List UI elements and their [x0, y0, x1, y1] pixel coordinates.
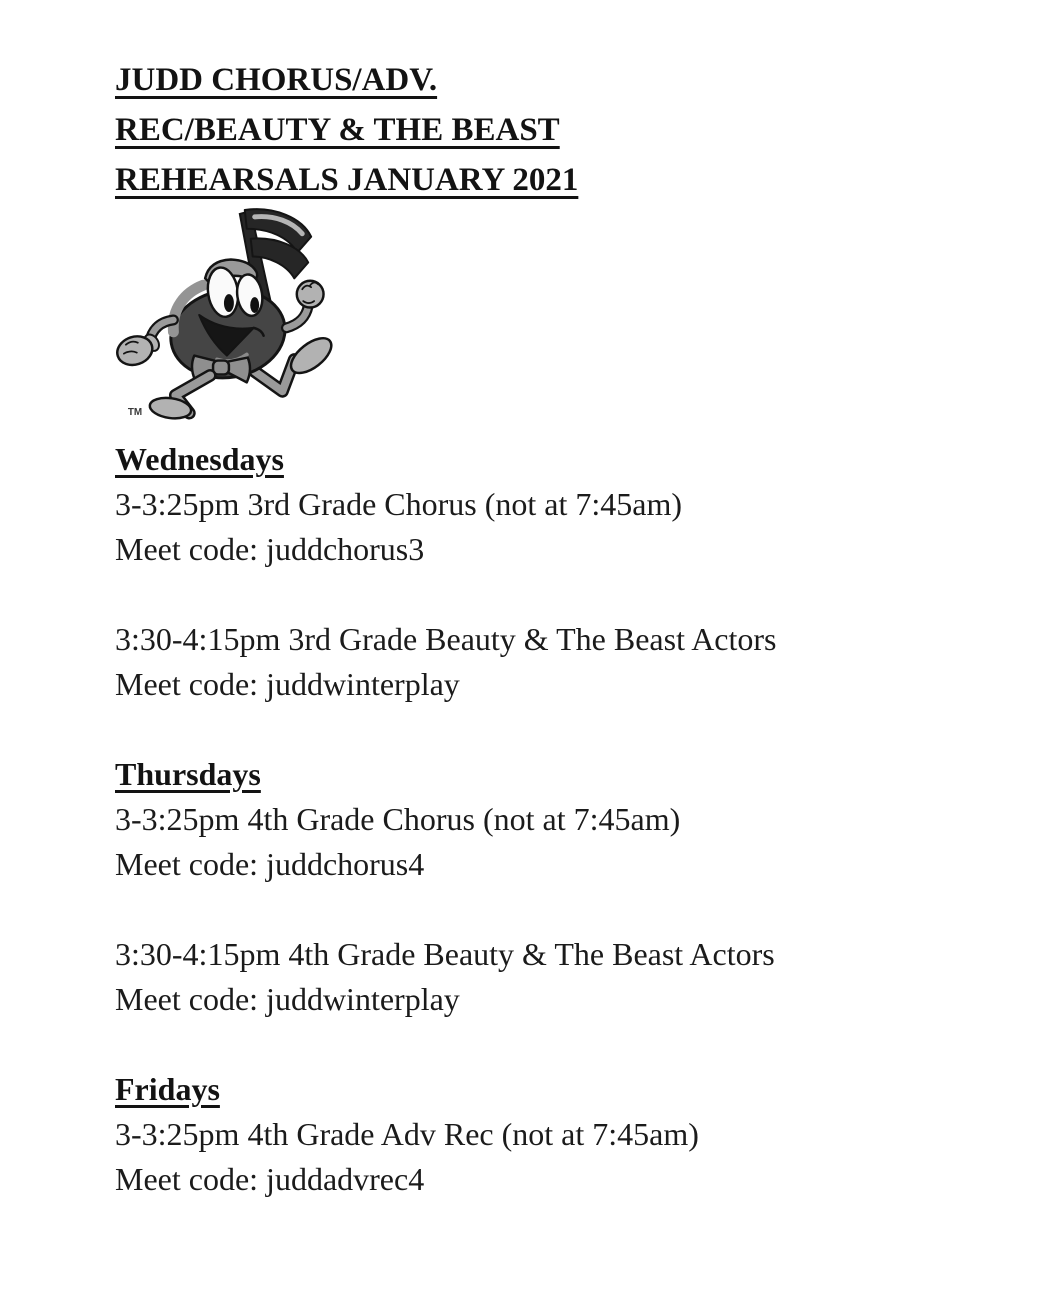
schedule-entry: [115, 482, 1020, 572]
schedule-entry: [115, 1112, 1020, 1202]
day-heading-row: [115, 752, 1020, 797]
music-note-mascot-icon: [105, 205, 335, 421]
schedule-section-thursdays: [115, 752, 1020, 1022]
title-line-1: JUDD CHORUS/ADV.: [115, 62, 438, 98]
schedule-entry: [115, 617, 1020, 707]
trademark-label: TM: [127, 407, 143, 419]
meet-code-line: Meet code: juddadvrec4: [115, 1161, 425, 1197]
meet-code-line: Meet code: juddwinterplay: [115, 666, 460, 702]
day-heading-row: [115, 1067, 1020, 1112]
title-line-3: REHEARSALS JANUARY 2021: [115, 162, 579, 198]
document-title: [115, 55, 1020, 205]
session-time-line: 3:30-4:15pm 4th Grade Beauty & The Beast Actors: [115, 936, 775, 972]
schedule-entry: [115, 932, 1020, 1022]
title-line: [115, 155, 1020, 205]
session-time-line: 3-3:25pm 4th Grade Chorus (not at 7:45am): [115, 801, 681, 837]
meet-code-line: Meet code: juddwinterplay: [115, 981, 460, 1017]
session-time-line: 3-3:25pm 3rd Grade Chorus (not at 7:45am): [115, 486, 682, 522]
meet-code-line: Meet code: juddchorus4: [115, 846, 425, 882]
day-heading-row: [115, 437, 1020, 482]
day-heading-fridays: Fridays: [115, 1071, 220, 1107]
schedule-section-wednesdays: [115, 437, 1020, 707]
title-line-2: REC/BEAUTY & THE BEAST: [115, 112, 560, 148]
meet-code-line: Meet code: juddchorus3: [115, 531, 425, 567]
day-heading-thursdays: Thursdays: [115, 756, 261, 792]
running-music-note-mascot: [105, 205, 335, 421]
title-line: [115, 105, 1020, 155]
title-line: [115, 55, 1020, 105]
day-heading-wednesdays: Wednesdays: [115, 441, 284, 477]
session-time-line: 3-3:25pm 4th Grade Adv Rec (not at 7:45am): [115, 1116, 699, 1152]
schedule-entry: [115, 797, 1020, 887]
schedule-section-fridays: [115, 1067, 1020, 1202]
session-time-line: 3:30-4:15pm 3rd Grade Beauty & The Beast Actors: [115, 621, 777, 657]
